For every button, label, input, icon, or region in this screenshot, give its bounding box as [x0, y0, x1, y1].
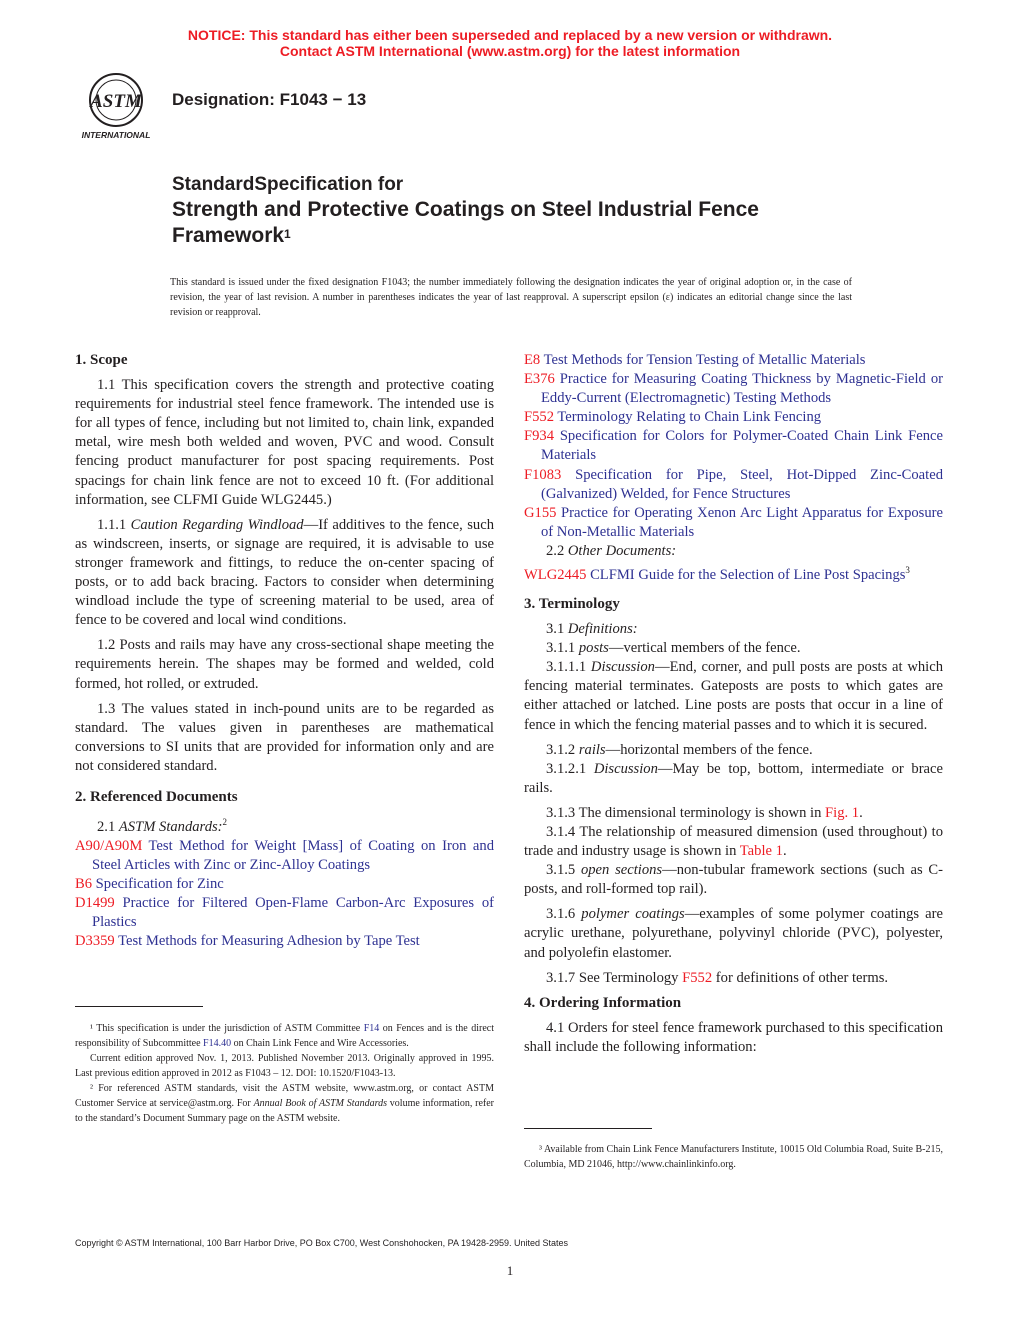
para-1-3: 1.3 The values stated in inch-pound units are to be regarded as standard. The values given in parentheses are mathematical conversions to SI units that are provided for information only and are not considered standard.	[75, 700, 494, 774]
reference-item[interactable]	[75, 894, 494, 932]
title-footnote-ref: 1	[284, 227, 291, 241]
reference-item[interactable]	[524, 408, 943, 427]
reference-title[interactable]: Test Methods for Measuring Adhesion by Tape Test	[114, 933, 420, 950]
para-3-1-1	[524, 639, 943, 658]
title-line-3-text: Framework	[172, 224, 285, 247]
para-text: 3.1.7 See Terminology	[546, 969, 683, 986]
reference-title[interactable]: Practice for Filtered Open-Flame Carbon-Arc Exposures of Plastics	[92, 895, 494, 931]
footnote-text: ¹ This specification is under the jurisdiction of ASTM Committee	[90, 1023, 364, 1034]
para-number: 2.2	[546, 542, 568, 559]
term: Discussion	[590, 659, 655, 676]
reference-title[interactable]: Practice for Measuring Coating Thickness by Magnetic-Field or Eddy-Current (Electromagnetic) Testing Methods	[541, 371, 943, 407]
reference-code[interactable]: F552	[524, 409, 555, 426]
term: Discussion	[593, 760, 658, 777]
footnote-ref: 3	[905, 565, 910, 576]
notice-line-2: Contact ASTM International (www.astm.org) for the latest information	[279, 43, 741, 59]
para-2-2	[524, 542, 943, 561]
para-3-1-2-1	[524, 760, 943, 798]
document-title	[172, 172, 759, 249]
term: Caution Regarding Windload	[130, 516, 304, 533]
para-text: 3.1.3 The dimensional terminology is shown in	[546, 804, 826, 821]
para-text: —May be top, bottom, intermediate or brace rails.	[524, 760, 943, 796]
page-number: 1	[506, 1263, 514, 1278]
reference-title[interactable]: Practice for Operating Xenon Arc Light Apparatus for Exposure of Non-Metallic Materials	[541, 504, 943, 540]
title-line-1: StandardSpecification for	[172, 174, 404, 195]
footnote-text: on Fences and is the direct responsibility of Subcommittee	[75, 1023, 494, 1049]
reference-code[interactable]: B6	[75, 876, 93, 893]
para-text: 3.1.4 The relationship of measured dimension (used throughout) to trade and industry usage is shown in	[524, 824, 943, 860]
reference-code[interactable]: D1499	[75, 895, 115, 912]
reference-code[interactable]: E376	[524, 371, 555, 388]
astm-logo-mark	[70, 70, 162, 146]
reference-title[interactable]: Specification for Colors for Polymer-Coated Chain Link Fence Materials	[541, 428, 943, 464]
reference-code[interactable]: G155	[524, 504, 557, 521]
title-line-2: Strength and Protective Coatings on Steel Industrial Fence	[172, 198, 759, 221]
para-number: 3.1.6	[546, 906, 582, 923]
para-number: 1.1.1	[97, 516, 131, 533]
reference-item[interactable]	[524, 351, 943, 370]
term: posts	[578, 640, 609, 657]
left-column	[75, 351, 494, 952]
notice-line-1: NOTICE: This standard has either been superseded and replaced by a new version or withdrawn.	[187, 27, 833, 43]
para-1-1-1	[75, 516, 494, 631]
issuance-note: This standard is issued under the fixed designation F1043; the number immediately following the designation indicates the year of original adoption or, in the case of revision, the year of last revision. A number in parentheses indicates the year of last reapproval. A superscript epsilon (ε) indicates an editorial change since the last revision or reapproval.	[170, 277, 852, 318]
footnote-text: ² For referenced ASTM standards, visit the ASTM website, www.astm.org, or contact ASTM Customer Service at service@astm.org. For	[75, 1083, 494, 1109]
footnote-rule-right	[524, 1128, 652, 1129]
reference-code[interactable]: D3359	[75, 933, 115, 950]
reference-code[interactable]: WLG2445	[524, 566, 587, 583]
footnotes-left	[75, 1021, 494, 1126]
reference-item[interactable]	[524, 504, 943, 542]
para-text: —If additives to the fence, such as windscreen, inserts, or signage are required, it is advisable to use stronger framework and fittings, to reduce the on-center spacing of posts, or to add back bracing. Factors to consider when determining windload include the type of screening material to be used, area of fence to be covered and local wind conditions.	[75, 516, 495, 629]
footnotes-right	[524, 1142, 943, 1172]
term: open sections	[580, 862, 663, 879]
reference-title[interactable]: CLFMI Guide for the Selection of Line Post Spacings	[586, 566, 906, 583]
reference-code[interactable]: E8	[524, 352, 541, 368]
reference-title[interactable]: Specification for Zinc	[92, 876, 224, 893]
reference-item[interactable]	[524, 561, 943, 585]
para-text: —End, corner, and pull posts are posts at which fencing material terminates. Gateposts are posts to which gates are either attached or latched. Line posts are posts that occur in a line of fence in which the fencing material passes and to which it is secured.	[524, 659, 943, 733]
term: polymer coatings	[581, 906, 685, 923]
para-text: —non-tubular framework sections (such as C-posts, and roll-formed top rail).	[524, 862, 943, 898]
logo-letters: ASTM	[90, 91, 142, 112]
para-text: —examples of some polymer coatings are acrylic urethane, polyurethane, polyvinyl chloride (PVC), polyester, and polyolefin elastomer.	[524, 906, 943, 961]
subsection-label: Definitions:	[567, 621, 638, 638]
para-3-1-4	[524, 823, 943, 861]
title-line-3	[172, 223, 759, 249]
reference-item[interactable]	[75, 932, 494, 951]
para-number: 3.1.1.1	[546, 659, 591, 676]
footnote-text: on Chain Link Fence and Wire Accessories.	[231, 1038, 409, 1049]
reference-title[interactable]: Specification for Pipe, Steel, Hot-Dipped Zinc-Coated (Galvanized) Welded, for Fence Structures	[541, 466, 943, 502]
footnote-2	[75, 1081, 494, 1126]
committee-link[interactable]: F14	[363, 1023, 380, 1034]
reference-code[interactable]: A90/A90M	[75, 838, 143, 855]
para-number: 3.1.1	[546, 640, 579, 657]
logo-wordmark: INTERNATIONAL	[81, 130, 151, 140]
para-text: —vertical members of the fence.	[608, 640, 801, 657]
terminology-link[interactable]: F552	[682, 969, 713, 986]
reference-item[interactable]	[524, 466, 943, 504]
para-text: .	[782, 843, 787, 860]
footnote-text: volume information, refer to the standard’s Document Summary page on the ASTM website.	[75, 1098, 494, 1124]
reference-title[interactable]: Test Method for Weight [Mass] of Coating on Iron and Steel Articles with Zinc or Zinc-Alloy Coatings	[92, 838, 494, 874]
para-number: 2.1	[97, 818, 119, 835]
para-2-1	[75, 813, 494, 837]
section-2-heading: 2. Referenced Documents	[75, 788, 238, 805]
subcommittee-link[interactable]: F14.40	[203, 1038, 232, 1049]
para-text: .	[859, 804, 863, 821]
para-number: 3.1.2.1	[546, 760, 594, 777]
section-3-heading: 3. Terminology	[524, 595, 620, 612]
para-3-1-2	[524, 741, 943, 760]
reference-item[interactable]	[524, 370, 943, 408]
footnote-1	[75, 1021, 494, 1051]
reference-item[interactable]	[524, 427, 943, 465]
para-3-1-3	[524, 804, 943, 823]
para-3-1-6	[524, 905, 943, 962]
para-1-1: 1.1 This specification covers the strength and protective coating requirements for industrial steel fence framework. The intended use is for all types of fence, including but not limited to, chain link, expanded metal, wire mesh both welded and woven, PVC and wood. Consult fencing product manufacturer for post spacing requirements. Post spacings for chain link fence are not to exceed 10 ft. (For additional information, see CLFMI Guide WLG2445.)	[75, 377, 494, 508]
right-column	[524, 351, 943, 1063]
reference-item[interactable]	[75, 875, 494, 894]
footnote-1-edition: Current edition approved Nov. 1, 2013. Published November 2013. Originally approved in 1995. Last previous edition approved in 2012 as F1043 – 12. DOI: 10.1520/F1043-13.	[75, 1053, 494, 1079]
astm-logo	[70, 70, 162, 146]
footnote-italic: Annual Book of ASTM Standards	[253, 1098, 387, 1109]
subsection-label: Other Documents:	[567, 542, 677, 559]
figure-link[interactable]: Fig. 1	[825, 804, 860, 821]
section-1-heading: 1. Scope	[75, 352, 128, 368]
para-text: —horizontal members of the fence.	[605, 741, 813, 758]
para-4-1: 4.1 Orders for steel fence framework purchased to this specification shall include the following information:	[524, 1019, 943, 1055]
para-text: for definitions of other terms.	[712, 969, 889, 986]
reference-title[interactable]: Test Methods for Tension Testing of Metallic Materials	[540, 352, 866, 368]
footnote-rule-left	[75, 1006, 203, 1007]
para-3-1	[524, 620, 943, 639]
para-3-1-1-1	[524, 658, 943, 734]
reference-code[interactable]: F1083	[524, 466, 562, 483]
term: rails	[578, 741, 606, 758]
para-number: 3.1	[546, 621, 568, 638]
designation: Designation: F1043 − 13	[172, 90, 367, 109]
para-3-1-5	[524, 861, 943, 899]
para-1-2: 1.2 Posts and rails may have any cross-sectional shape meeting the requirements herein. The shapes may be formed and welded, cold formed, hot rolled, or extruded.	[75, 637, 494, 692]
footnote-ref: 2	[222, 817, 228, 828]
para-3-1-7	[524, 969, 943, 988]
reference-item[interactable]	[75, 837, 494, 875]
reference-title[interactable]: Terminology Relating to Chain Link Fencing	[554, 409, 822, 426]
subsection-label: ASTM Standards:	[118, 818, 223, 835]
reference-code[interactable]: F934	[524, 428, 555, 445]
copyright-line: Copyright © ASTM International, 100 Barr Harbor Drive, PO Box C700, West Conshohocken, PA 19428-2959. United States	[75, 1238, 569, 1248]
para-number: 3.1.2	[546, 741, 579, 758]
section-4-heading: 4. Ordering Information	[524, 994, 682, 1011]
table-link[interactable]: Table 1	[739, 843, 783, 860]
para-number: 3.1.5	[546, 862, 581, 879]
footnote-3: ³ Available from Chain Link Fence Manufacturers Institute, 10015 Old Columbia Road, Suite B-215, Columbia, MD 21046, http://www.chainlinkinfo.org.	[524, 1144, 943, 1170]
